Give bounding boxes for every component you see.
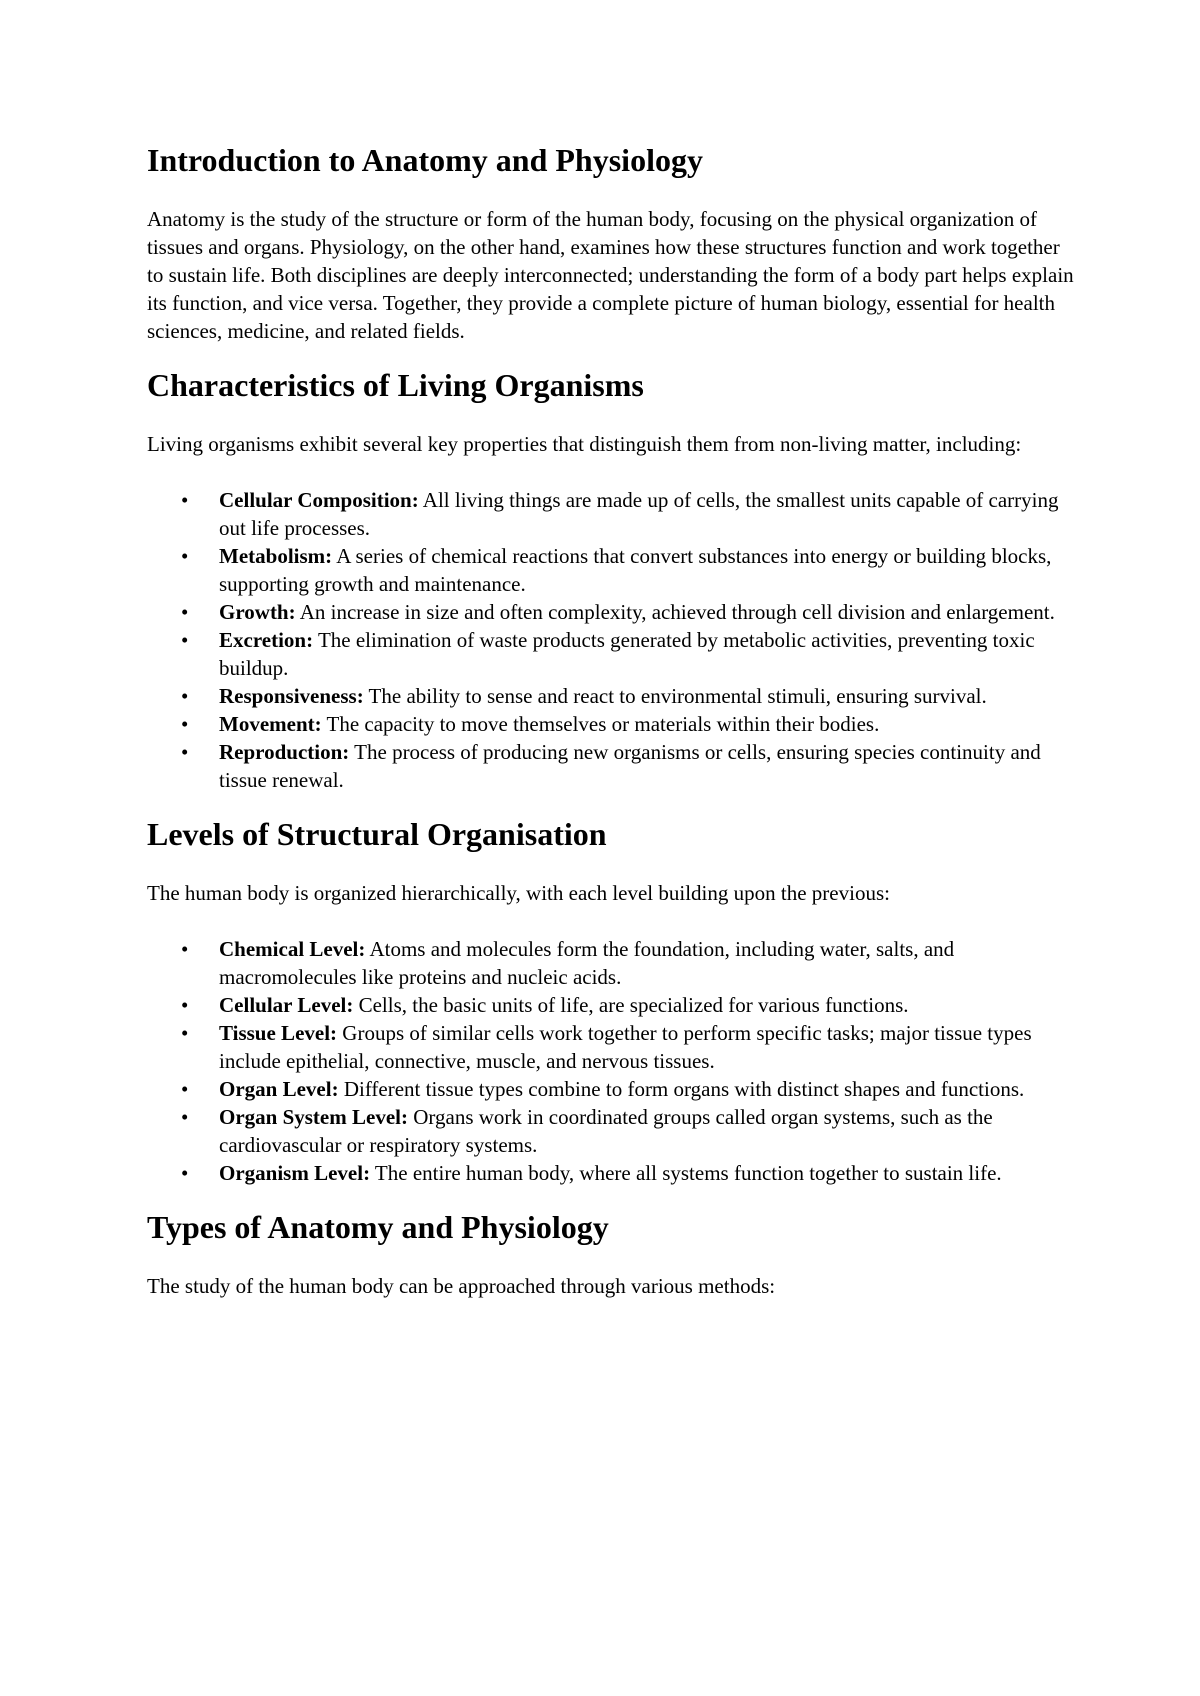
list-item-text: The entire human body, where all systems function together to sustain life. [370,1161,1002,1185]
list-item [181,1075,1077,1103]
list-item [181,682,1077,710]
list-item-term: Chemical Level: [219,937,366,961]
list-item-term: Movement: [219,712,322,736]
list-item-term: Tissue Level: [219,1021,338,1045]
introduction-paragraph: Anatomy is the study of the structure or form of the human body, focusing on the physical organization of tissues and organs. Physiology, on the other hand, examines how these structures function and work together to sustain life. Both disciplines are deeply interconnected; understanding the form of a body part helps explain its function, and vice versa. Together, they provide a complete picture of human biology, essential for health sciences, medicine, and related fields. [147,207,1074,343]
bullet-icon: • [181,1021,189,1045]
list-item-text: Different tissue types combine to form organs with distinct shapes and functions. [338,1077,1025,1101]
bullet-icon: • [181,488,189,512]
list-item-term: Organ Level: [219,1077,339,1101]
bullet-icon: • [181,600,189,624]
list-item [181,710,1077,738]
characteristics-paragraph: Living organisms exhibit several key properties that distinguish them from non-living matter, including: [147,432,1022,456]
bullet-icon: • [181,993,189,1017]
list-item-text: The capacity to move themselves or materials within their bodies. [321,712,880,736]
list-item [181,486,1077,542]
list-item-text: The process of producing new organisms or cells, ensuring species continuity and tissue renewal. [219,740,1041,792]
list-item-term: Reproduction: [219,740,350,764]
bullet-icon: • [181,684,189,708]
list-item-term: Excretion: [219,628,314,652]
bullet-icon: • [181,1077,189,1101]
list-item-text: All living things are made up of cells, the smallest units capable of carrying out life processes. [219,488,1059,540]
bullet-icon: • [181,1161,189,1185]
bullet-icon: • [181,937,189,961]
bullet-icon: • [181,740,189,764]
list-item-term: Cellular Composition: [219,488,419,512]
bullet-icon: • [181,628,189,652]
list-item-text: An increase in size and often complexity, achieved through cell division and enlargement. [295,600,1055,624]
list-item-term: Cellular Level: [219,993,354,1017]
list-item [181,626,1077,682]
list-item-text: Groups of similar cells work together to perform specific tasks; major tissue types include epithelial, connective, muscle, and nervous tissues. [219,1021,1032,1073]
list-item [181,991,1077,1019]
section-heading-types: Types of Anatomy and Physiology [147,1209,609,1245]
characteristics-list [147,486,1077,794]
list-item-term: Metabolism: [219,544,333,568]
list-item [181,738,1077,794]
levels-paragraph: The human body is organized hierarchically, with each level building upon the previous: [147,881,890,905]
section-heading-introduction: Introduction to Anatomy and Physiology [147,142,703,178]
list-item [181,542,1077,598]
list-item-term: Organism Level: [219,1161,371,1185]
list-item [181,598,1077,626]
list-item-term: Growth: [219,600,296,624]
types-paragraph: The study of the human body can be approached through various methods: [147,1274,776,1298]
list-item [181,1103,1077,1159]
list-item-term: Responsiveness: [219,684,364,708]
document-page [147,140,1077,1300]
list-item-text: Organs work in coordinated groups called organ systems, such as the cardiovascular or respiratory systems. [219,1105,993,1157]
section-heading-levels: Levels of Structural Organisation [147,816,607,852]
list-item-text: The elimination of waste products generated by metabolic activities, preventing toxic buildup. [219,628,1035,680]
list-item [181,1159,1077,1187]
list-item [181,935,1077,991]
list-item-text: A series of chemical reactions that convert substances into energy or building blocks, supporting growth and maintenance. [219,544,1052,596]
list-item-term: Organ System Level: [219,1105,408,1129]
levels-list [147,935,1077,1187]
list-item [181,1019,1077,1075]
bullet-icon: • [181,544,189,568]
bullet-icon: • [181,1105,189,1129]
list-item-text: The ability to sense and react to environmental stimuli, ensuring survival. [363,684,987,708]
bullet-icon: • [181,712,189,736]
section-heading-characteristics: Characteristics of Living Organisms [147,367,644,403]
list-item-text: Cells, the basic units of life, are specialized for various functions. [353,993,909,1017]
list-item-text: Atoms and molecules form the foundation, including water, salts, and macromolecules like proteins and nucleic acids. [219,937,955,989]
